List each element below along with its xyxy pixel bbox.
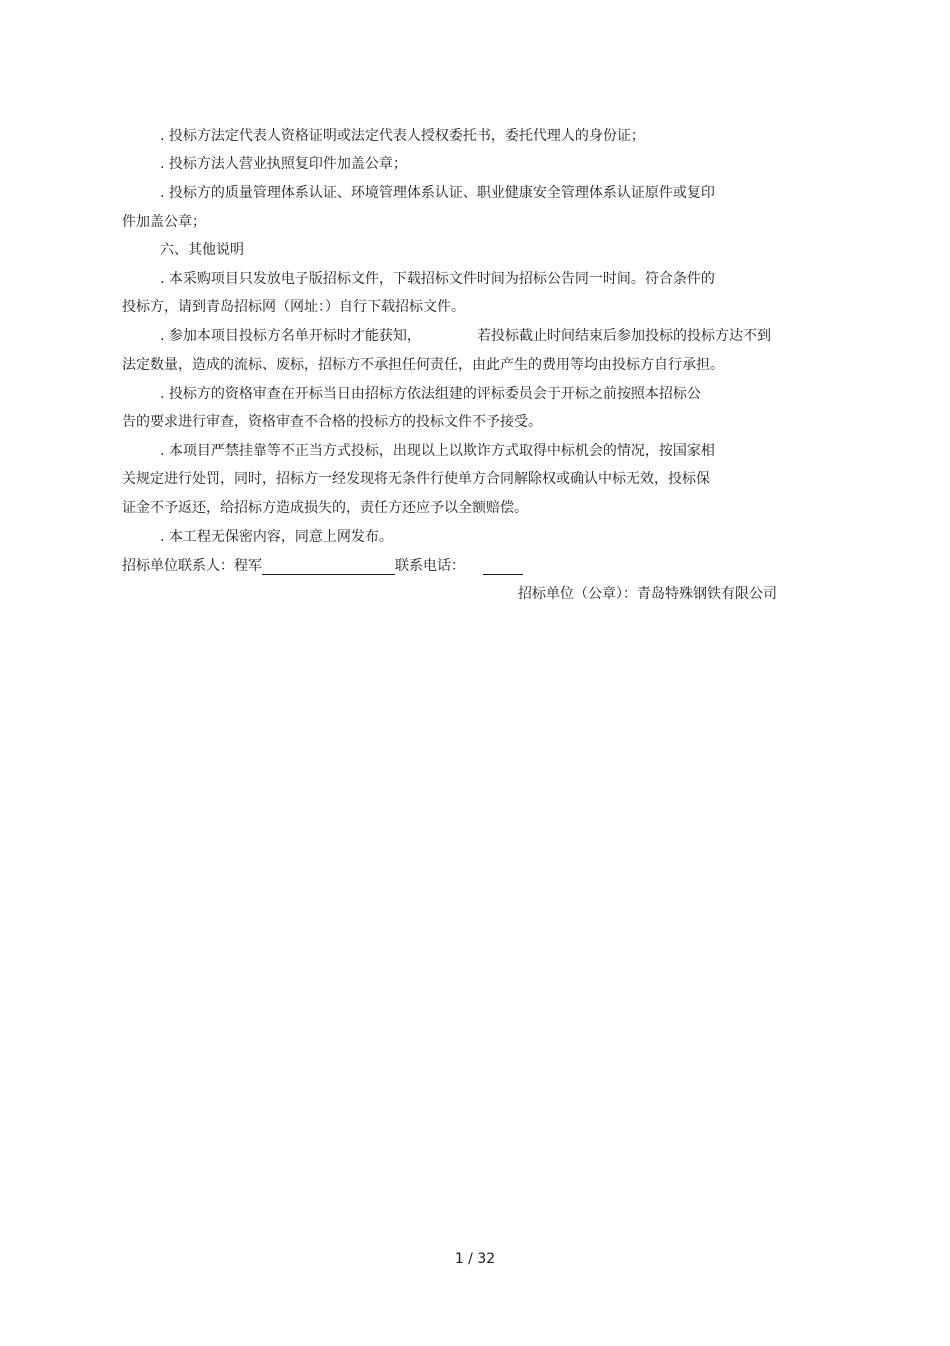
- contact-person-label: 招标单位联系人：程军: [122, 558, 262, 574]
- contact-blank: [262, 559, 395, 575]
- text-line: 若投标截止时间结束后参加投标的投标方达不到: [477, 328, 771, 344]
- text-line: . 投标方的质量管理体系认证、环境管理体系认证、职业健康安全管理体系认证原件或复印: [160, 185, 715, 201]
- text-line: . 参加本项目投标方名单开标时才能获知，: [160, 328, 421, 344]
- issuer-signature: 招标单位（公章）：青岛特殊钢铁有限公司: [518, 586, 777, 602]
- text-line: 件加盖公章；: [122, 214, 206, 230]
- text-line: . 投标方法定代表人资格证明或法定代表人授权委托书，委托代理人的身份证；: [160, 128, 645, 144]
- text-line: . 投标方法人营业执照复印件加盖公章；: [160, 156, 407, 172]
- text-line: 告的要求进行审查，资格审查不合格的投标方的投标文件不予接受。: [122, 414, 542, 430]
- phone-blank: [483, 559, 523, 575]
- page-number: 1 / 32: [454, 1251, 496, 1267]
- text-line: 证金不予返还，给招标方造成损失的，责任方还应予以全额赔偿。: [122, 500, 528, 516]
- text-line: . 本采购项目只发放电子版招标文件，下载招标文件时间为招标公告同一时间。符合条件的: [160, 271, 715, 287]
- text-line: 投标方，请到青岛招标网（网址：）自行下载招标文件。: [122, 299, 465, 315]
- section-heading: 六、其他说明: [160, 242, 244, 258]
- text-line: 关规定进行处罚，同时，招标方一经发现将无条件行使单方合同解除权或确认中标无效，投标保: [122, 471, 710, 487]
- contact-line: [122, 557, 523, 575]
- text-line: . 本项目严禁挂靠等不正当方式投标，出现以上以欺诈方式取得中标机会的情况，按国家相: [160, 443, 715, 459]
- text-line: . 投标方的资格审查在开标当日由招标方依法组建的评标委员会于开标之前按照本招标公: [160, 386, 701, 402]
- text-line: . 本工程无保密内容，同意上网发布。: [160, 529, 393, 545]
- contact-phone-label: 联系电话：: [395, 558, 465, 574]
- text-line: 法定数量，造成的流标、废标，招标方不承担任何责任，由此产生的费用等均由投标方自行承担。: [122, 357, 724, 373]
